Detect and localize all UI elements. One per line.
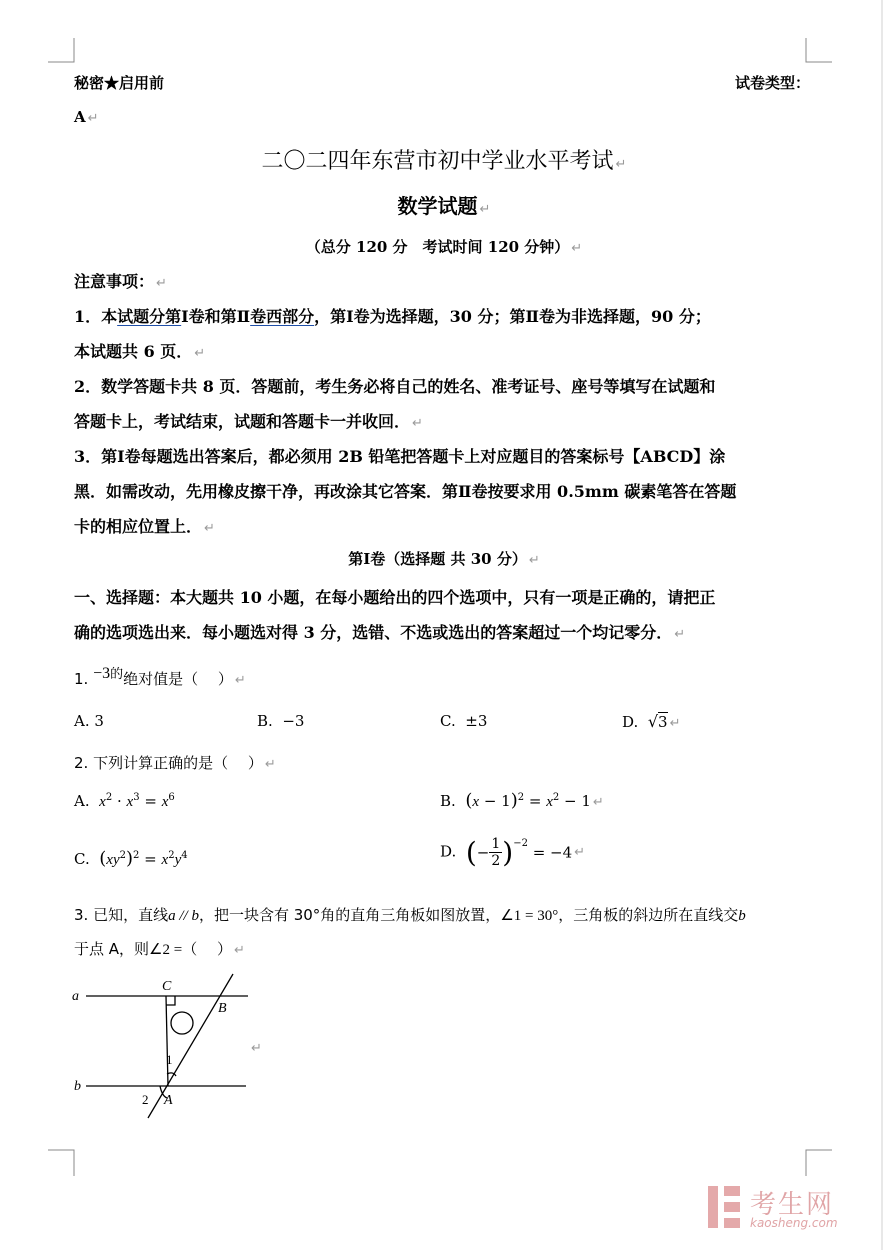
watermark-icon xyxy=(704,1184,744,1232)
question-3-stem: 3. 已知，直线a // b，把一块含有 30°角的直角三角板如图放置，∠1 = 30°，三角板的斜边所在直线交b xyxy=(74,906,746,924)
q1-option-b[interactable]: B. −3 xyxy=(257,712,305,730)
watermark-logo xyxy=(704,1184,874,1236)
label-B: B xyxy=(218,1001,227,1016)
triangle-side-ca xyxy=(166,996,168,1086)
question-1-stem: 1. −3的绝对值是（ ） ↵ xyxy=(74,665,246,688)
label-2: 2 xyxy=(142,1092,149,1107)
question-3-stem-cont: 于点 A，则∠2 =（ ） ↵ xyxy=(74,940,245,958)
paper-type-value: A ↵ xyxy=(74,108,99,126)
question-2-stem: 2. 下列计算正确的是（ ） ↵ xyxy=(74,754,276,772)
notice-item-3: 3．第Ⅰ卷每题选出答案后，都必须用 2B 铅笔把答题卡上对应题目的答案标号【ABCD】涂 xyxy=(74,447,726,466)
confidential-label: 秘密★启用前 xyxy=(74,74,165,92)
notice-heading: 注意事项： ↵ xyxy=(74,272,167,291)
label-a: a xyxy=(72,989,79,1004)
exam-meta: （总分 120 分 考试时间 120 分钟） ↵ xyxy=(305,238,583,256)
notice-item-3-cont2: 卡的相应位置上． ↵ xyxy=(74,517,215,536)
q1-option-c[interactable]: C. ±3 xyxy=(440,712,488,730)
label-C: C xyxy=(162,979,172,994)
notice-item-1-cont: 本试题共 6 页． ↵ xyxy=(74,342,206,361)
q3-figure xyxy=(60,968,280,1128)
q2-option-d[interactable]: D. (− $\frac{1}{2}$ )$^{-2}$ = −4 ↵ xyxy=(440,836,586,869)
q2-option-c[interactable]: C. $(xy^2)^2 = x^2y^4$ xyxy=(74,848,188,869)
figure-return-mark: ↵ xyxy=(251,1041,262,1056)
watermark-text: 考生网 xyxy=(750,1190,835,1220)
page-title: 二〇二四年东营市初中学业水平考试 ↵ xyxy=(261,149,627,174)
notice-item-1: 1．本试题分第Ⅰ卷和第Ⅱ卷西部分，第Ⅰ卷为选择题，30 分；第Ⅱ卷为非选择题，90 分； xyxy=(74,307,711,326)
notice-item-3-cont: 黑．如需改动，先用橡皮擦干净，再改涂其它答案．第Ⅱ卷按要求用 0.5mm 碳素笔答在答题 xyxy=(74,482,737,501)
label-A: A xyxy=(164,1093,173,1108)
section-intro: 一、选择题：本大题共 10 小题，在每小题给出的四个选项中，只有一项是正确的，请把正 xyxy=(74,588,716,607)
label-1: 1 xyxy=(166,1052,173,1067)
q1-option-d[interactable]: D. √3 ↵ xyxy=(622,712,681,731)
notice-item-2: 2．数学答题卡共 8 页．答题前，考生务必将自己的姓名、准考证号、座号等填写在试题和 xyxy=(74,377,716,396)
right-angle-mark xyxy=(166,996,175,1005)
q2-option-b[interactable]: B. $(x - 1)^2 = x^2 - 1$ ↵ xyxy=(440,790,604,811)
label-b: b xyxy=(74,1079,81,1094)
paper-type-label: 试卷类型： xyxy=(735,74,811,92)
watermark-url: kaosheng.com xyxy=(750,1216,838,1230)
section-heading: 第Ⅰ卷（选择题 共 30 分） ↵ xyxy=(348,550,540,568)
section-intro-cont: 确的选项选出来．每小题选对得 3 分，选错、不选或选出的答案超过一个均记零分． ↵ xyxy=(74,623,686,642)
page-subtitle: 数学试题 ↵ xyxy=(397,194,491,218)
q1-option-a[interactable]: A. 3 xyxy=(74,712,104,730)
notice-item-2-cont: 答题卡上，考试结束，试题和答题卡一并收回． ↵ xyxy=(74,412,423,431)
q2-option-a[interactable]: A. $x^2 \cdot x^3 = x^6$ xyxy=(74,792,175,810)
triangle-hole xyxy=(171,1012,193,1034)
sqrt-icon: √ xyxy=(647,712,659,731)
